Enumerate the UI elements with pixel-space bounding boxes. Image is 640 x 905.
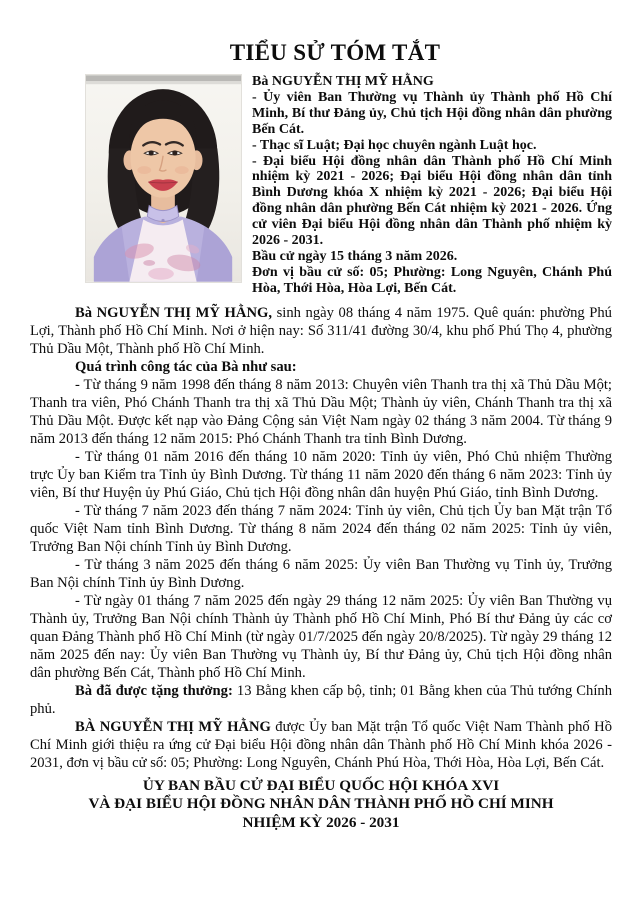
issuing-authority	[30, 777, 612, 833]
career-item: - Từ tháng 7 năm 2023 đến tháng 7 năm 2024: Tỉnh ủy viên, Chủ tịch Ủy ban Mặt trận Tổ quốc Việt Nam tỉnh Bình Dương. Từ tháng 8 năm 2024 đến tháng 02 năm 2025: Tỉnh ủy viên, Trưởng Ban Nội chính Tỉnh ủy Bình Dương.	[30, 502, 612, 555]
intro-item-education: - Thạc sĩ Luật; Đại học chuyên ngành Luật học.	[252, 137, 537, 153]
career-item: - Từ tháng 01 năm 2016 đến tháng 10 năm 2020: Tỉnh ủy viên, Phó Chủ nhiệm Thường trực Ủy ban Kiểm tra Tỉnh ủy Bình Dương. Từ tháng 11 năm 2020 đến tháng 6 năm 2023: Tỉnh ủy viên, Bí thư Huyện ủy Phú Giáo, Chủ tịch Hội đồng nhân dân huyện Phú Giáo, tỉnh Bình Dương.	[30, 448, 612, 501]
awards-paragraph	[30, 682, 612, 718]
page-title: TIỂU SỬ TÓM TẮT	[229, 40, 441, 65]
career-item: - Từ ngày 01 tháng 7 năm 2025 đến ngày 29 tháng 12 năm 2025: Ủy viên Ban Thường vụ Thành ủy, Trưởng Ban Nội chính Thành ủy Thành phố Hồ Chí Minh, Phó Bí thư Đảng ủy các cơ quan Đảng Thành phố Hồ Chí Minh (từ ngày 01/7/2025 đến ngày 20/8/2025). Từ ngày 29 tháng 12 năm 2025 đến nay: Ủy viên Ban Thường vụ Thành ủy, Bí thư Đảng ủy, Chủ tịch Hội đồng nhân dân phường Bến Cát, Thành phố Hồ Chí Minh.	[30, 592, 612, 681]
career-item: - Từ tháng 3 năm 2025 đến tháng 6 năm 2025: Ủy viên Ban Thường vụ Tỉnh ủy, Trưởng Ban Nội chính Tỉnh ủy Bình Dương.	[30, 556, 612, 591]
intro-item-positions: - Ủy viên Ban Thường vụ Thành ủy Thành phố Hồ Chí Minh, Bí thư Đảng ủy, Chủ tịch Hội đồng nhân dân phường Bến Cát.	[252, 89, 612, 137]
nomination-rest: được Ủy ban Mặt trận Tổ quốc Việt Nam Thành phố Hồ Chí Minh giới thiệu ra ứng cử Đại biểu Hội đồng nhân dân Thành phố Hồ Chí Minh khóa 2026 - 2031, đơn vị bầu cử số: 05; Phường: Long Nguyên, Chánh Phú Hòa, Thới Hòa, Hòa Lợi, Bến Cát.	[30, 718, 612, 771]
candidate-photo	[85, 74, 242, 283]
bio-rest: sinh ngày 08 tháng 4 năm 1975. Quê quán: phường Phú Lợi, Thành phố Hồ Chí Minh. Nơi ở hiện nay: Số 311/41 đường 30/4, khu phố Phú Thọ 4, phường Thủ Dầu Một, Thành phố Hồ Chí Minh.	[30, 304, 612, 357]
intro-item-election-unit: Đơn vị bầu cử số: 05; Phường: Long Nguyên, Chánh Phú Hòa, Thới Hòa, Hòa Lợi, Bến Cát.	[252, 264, 612, 296]
footer-line-2: VÀ ĐẠI BIỂU HỘI ĐỒNG NHÂN DÂN THÀNH PHỐ HỒ CHÍ MINH	[88, 795, 554, 813]
intro-item-delegate: - Đại biểu Hội đồng nhân dân Thành phố Hồ Chí Minh nhiệm kỳ 2021 - 2026; Đại biểu Hội đồng nhân dân tỉnh Bình Dương khóa X nhiệm kỳ 2021 - 2026; Đại biểu Hội đồng nhân dân phường Bến Cát nhiệm kỳ 2021 - 2026. Ứng cử viên Đại biểu Hội đồng nhân dân Thành phố nhiệm kỳ 2026 - 2031.	[252, 153, 612, 249]
candidate-intro	[252, 74, 612, 297]
footer-line-3: NHIỆM KỲ 2026 - 2031	[242, 813, 400, 831]
awards-rest: 13 Bằng khen cấp bộ, tỉnh; 01 Bằng khen của Thủ tướng Chính phủ.	[30, 682, 612, 717]
nomination-lead: BÀ NGUYỄN THỊ MỸ HẰNG	[75, 718, 271, 735]
bio-lead: Bà NGUYỄN THỊ MỸ HẰNG,	[75, 304, 272, 321]
biography-body	[30, 304, 612, 772]
portrait-illustration	[86, 75, 241, 282]
candidate-name: Bà NGUYỄN THỊ MỸ HẰNG	[252, 74, 434, 89]
nomination-paragraph	[30, 718, 612, 772]
awards-lead: Bà đã được tặng thưởng:	[75, 682, 233, 699]
intro-item-election-date: Bầu cử ngày 15 tháng 3 năm 2026.	[252, 248, 458, 264]
bio-paragraph	[30, 304, 612, 358]
career-item: - Từ tháng 9 năm 1998 đến tháng 8 năm 2013: Chuyên viên Thanh tra thị xã Thủ Dầu Một; Thanh tra viên, Phó Chánh Thanh tra thị xã Thủ Dầu Một; Thành ủy viên, Chánh Thanh tra thị xã Thủ Dầu Một. Được kết nạp vào Đảng Cộng sản Việt Nam ngày 02 tháng 3 năm 2004. Từ tháng 9 năm 2013 đến tháng 12 năm 2015: Phó Chánh Thanh tra tỉnh Bình Dương.	[30, 376, 612, 447]
header-section	[30, 74, 612, 297]
footer-line-1: ỦY BAN BẦU CỬ ĐẠI BIỂU QUỐC HỘI KHÓA XVI	[142, 776, 500, 794]
career-heading: Quá trình công tác của Bà như sau:	[75, 358, 297, 375]
